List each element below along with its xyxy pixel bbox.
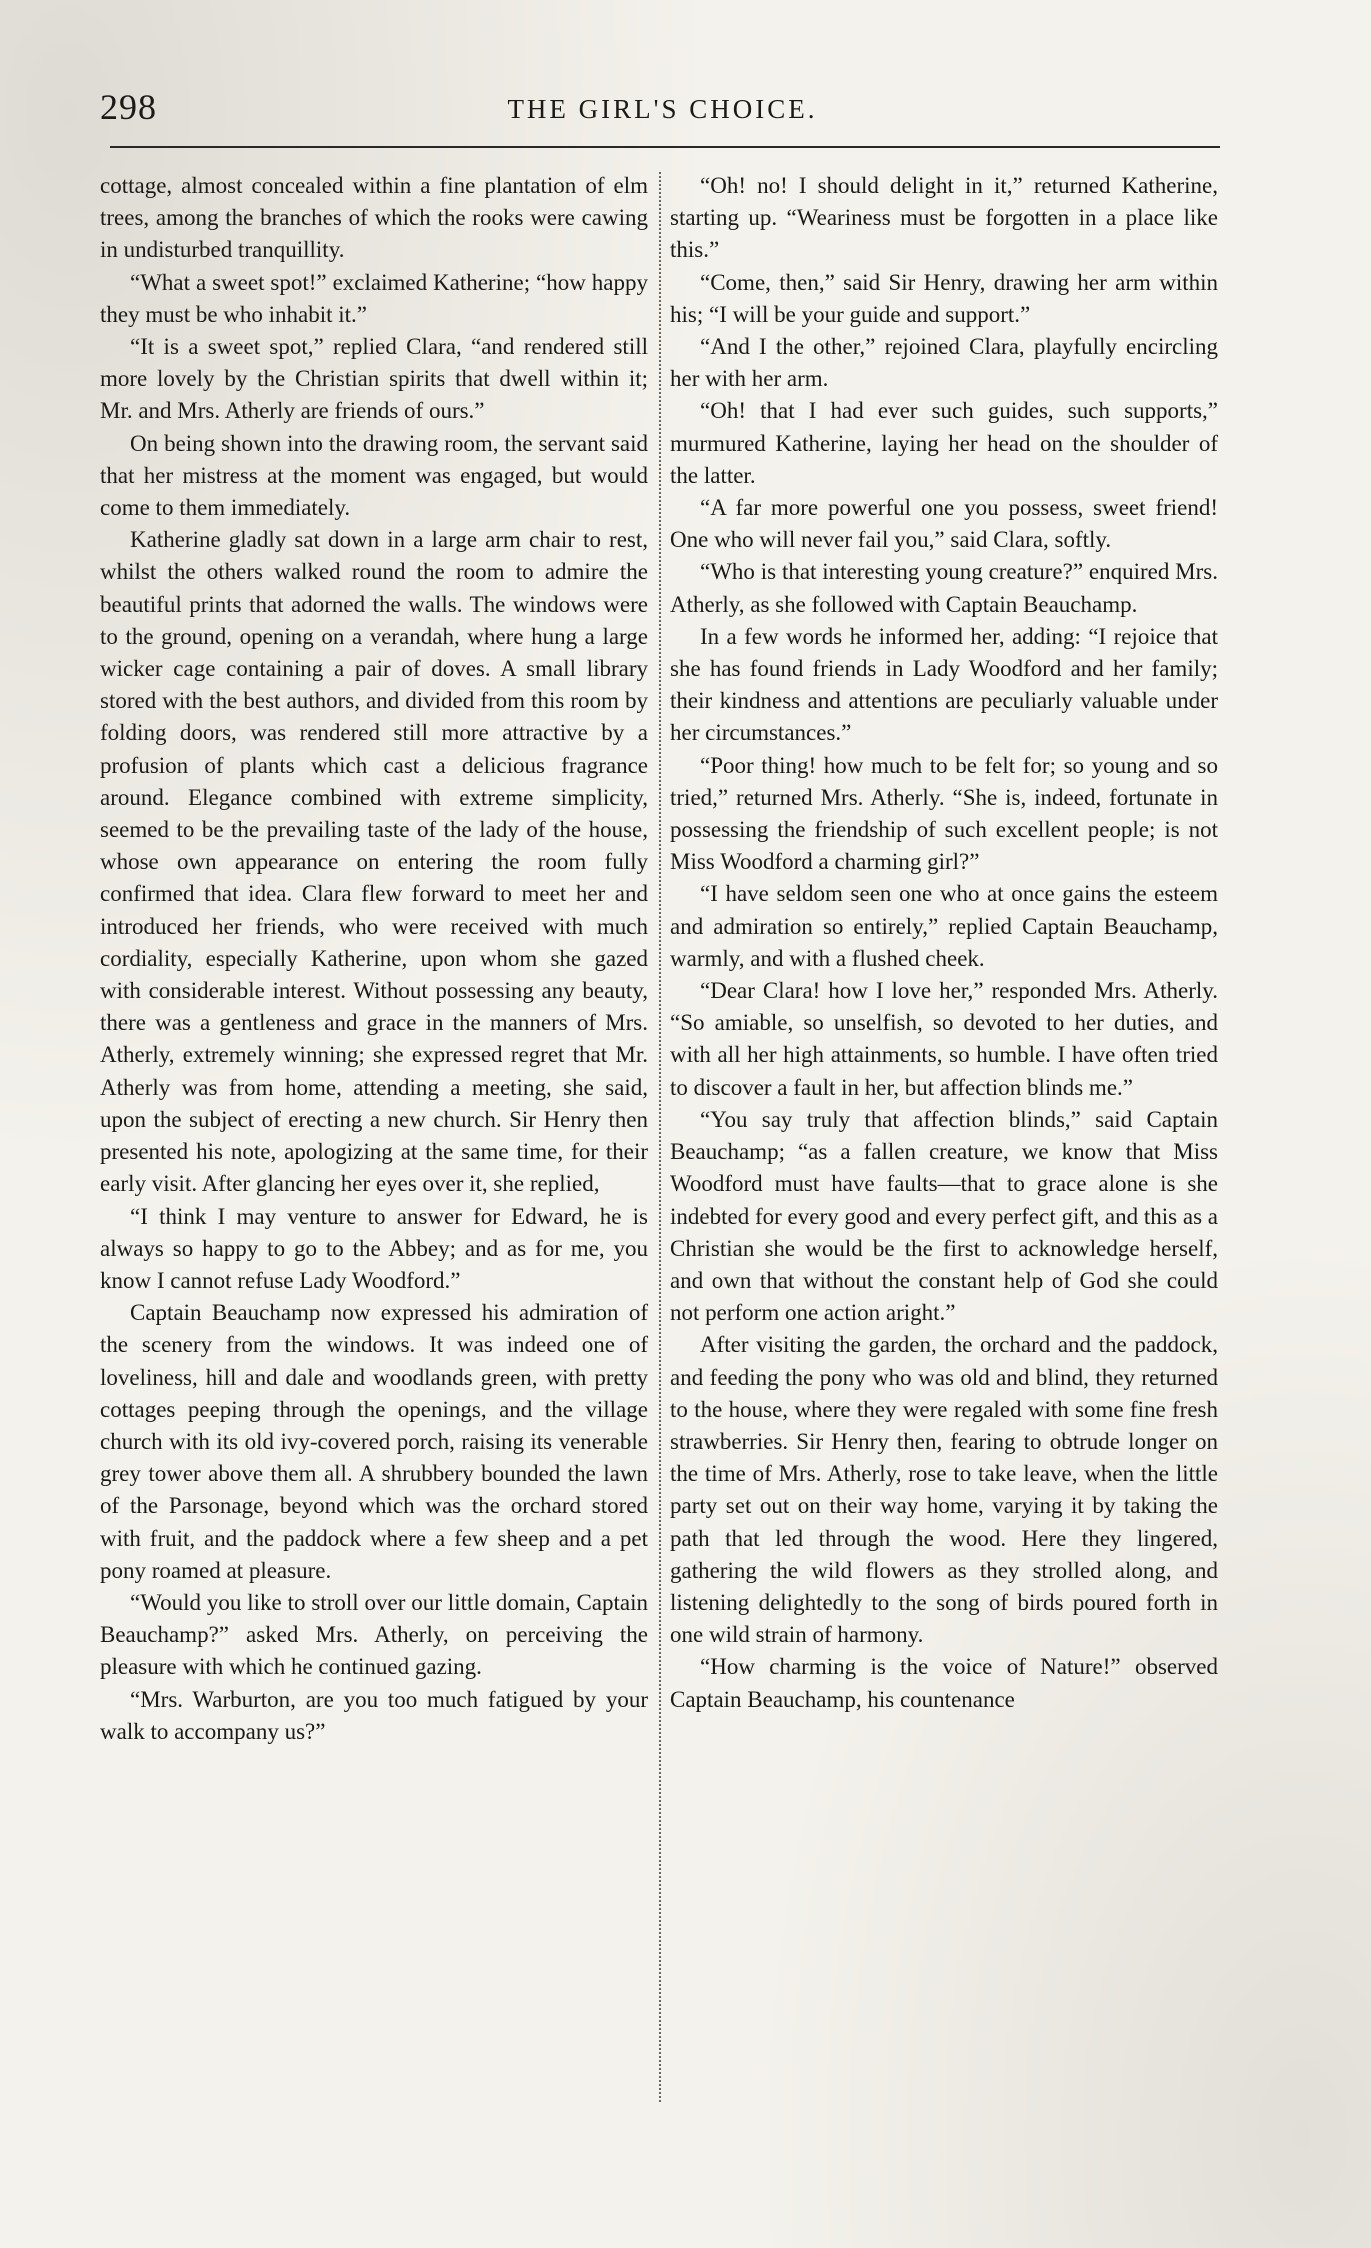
- paragraph: “How charming is the voice of Nature!” observed Captain Beauchamp, his countenance: [670, 1654, 1218, 1712]
- header-rule: [110, 146, 1220, 148]
- paragraph: Captain Beauchamp now expressed his admiration of the scenery from the windows. It was indeed one of loveliness, hill and dale and woodlands green, with pretty cottages peeping through the openings, and the village church with its old ivy-covered porch, raising its venerable grey tower above them all. A shrubbery bounded the lawn of the Parsonage, beyond which was the orchard stored with fruit, and the paddock where a few sheep and a pet pony roamed at pleasure.: [100, 1300, 648, 1583]
- paragraph: “Oh! no! I should delight in it,” returned Katherine, starting up. “Weariness must be forgotten in a place like this.”: [670, 173, 1218, 263]
- paragraph: “I have seldom seen one who at once gains the esteem and admiration so entirely,” replied Captain Beauchamp, warmly, and with a flushed cheek.: [670, 881, 1218, 971]
- paragraph: “It is a sweet spot,” replied Clara, “and rendered still more lovely by the Christian spirits that dwell within it; Mr. and Mrs. Atherly are friends of ours.”: [100, 334, 648, 424]
- page-number: 298: [100, 87, 157, 127]
- paragraph: “Poor thing! how much to be felt for; so young and so tried,” returned Mrs. Atherly. “She is, indeed, fortunate in possessing the friendship of such excellent people; is not Miss Woodford a charming girl?”: [670, 752, 1218, 875]
- running-title: THE GIRL'S CHOICE.: [507, 94, 818, 124]
- paragraph: On being shown into the drawing room, the servant said that her mistress at the moment was engaged, but would come to them immediately.: [100, 430, 648, 521]
- column-divider: [659, 172, 661, 2102]
- page-header: [100, 86, 1225, 138]
- paragraph: “And I the other,” rejoined Clara, playfully encircling her with her arm.: [670, 334, 1218, 392]
- left-column: [100, 170, 648, 1748]
- paragraph: “Dear Clara! how I love her,” responded Mrs. Atherly. “So amiable, so unselfish, so devoted to her duties, and with all her high attainments, so humble. I have often tried to discover a fault in her, but affection blinds me.”: [670, 978, 1218, 1100]
- paragraph: “Mrs. Warburton, are you too much fatigued by your walk to accompany us?”: [100, 1686, 648, 1744]
- paragraph: “A far more powerful one you possess, sweet friend! One who will never fail you,” said Clara, softly.: [670, 495, 1218, 553]
- paragraph: Katherine gladly sat down in a large arm chair to rest, whilst the others walked round the room to admire the beautiful prints that adorned the walls. The windows were to the ground, opening on a verandah, where hung a large wicker cage containing a pair of doves. A small library stored with the best authors, and divided from this room by folding doors, was rendered still more attractive by a profusion of plants which cast a delicious fragrance around. Elegance combined with extreme simplicity, seemed to be the prevailing taste of the lady of the house, whose own appearance on entering the room fully confirmed that idea. Clara flew forward to meet her and introduced her friends, who were received with much cordiality, especially Katherine, upon whom she gazed with considerable interest. Without possessing any beauty, there was a gentleness and grace in the manners of Mrs. Atherly, extremely winning; she expressed regret that Mr. Atherly was from home, attending a meeting, she said, upon the subject of erecting a new church. Sir Henry then presented his note, apologizing at the same time, for their early visit. After glancing her eyes over it, she replied,: [100, 527, 648, 1197]
- paragraph: “Would you like to stroll over our little domain, Captain Beauchamp?” asked Mrs. Atherly, on perceiving the pleasure with which he continued gazing.: [100, 1589, 648, 1680]
- paragraph: In a few words he informed her, adding: “I rejoice that she has found friends in Lady Woodford and her family; their kindness and attentions are peculiarly valuable under her circumstances.”: [670, 623, 1218, 746]
- paragraph: “Who is that interesting young creature?” enquired Mrs. Atherly, as she followed with Captain Beauchamp.: [670, 559, 1218, 617]
- paragraph: After visiting the garden, the orchard and the paddock, and feeding the pony who was old and blind, they returned to the house, where they were regaled with some fine fresh strawberries. Sir Henry then, fearing to obtrude longer on the time of Mrs. Atherly, rose to take leave, when the little party set out on their way home, varying it by taking the path that led through the wood. Here they lingered, gathering the wild flowers as they strolled along, and listening delightedly to the song of birds poured forth in one wild strain of harmony.: [670, 1332, 1218, 1648]
- paragraph: “Oh! that I had ever such guides, such supports,” murmured Katherine, laying her head on the shoulder of the latter.: [670, 398, 1218, 488]
- paragraph: “What a sweet spot!” exclaimed Katherine; “how happy they must be who inhabit it.”: [100, 269, 648, 327]
- paragraph: cottage, almost concealed within a fine plantation of elm trees, among the branches of which the rooks were cawing in undisturbed tranquillity.: [100, 173, 648, 263]
- right-column: [670, 170, 1218, 1716]
- paragraph: “Come, then,” said Sir Henry, drawing her arm within his; “I will be your guide and support.”: [670, 269, 1218, 327]
- paragraph: “You say truly that affection blinds,” said Captain Beauchamp; “as a fallen creature, we know that Miss Woodford must have faults—that to grace alone is she indebted for every good and every perfect gift, and this as a Christian she would be the first to acknowledge herself, and own that without the constant help of God she could not perform one action aright.”: [670, 1106, 1218, 1326]
- paragraph: “I think I may venture to answer for Edward, he is always so happy to go to the Abbey; and as for me, you know I cannot refuse Lady Woodford.”: [100, 1203, 648, 1293]
